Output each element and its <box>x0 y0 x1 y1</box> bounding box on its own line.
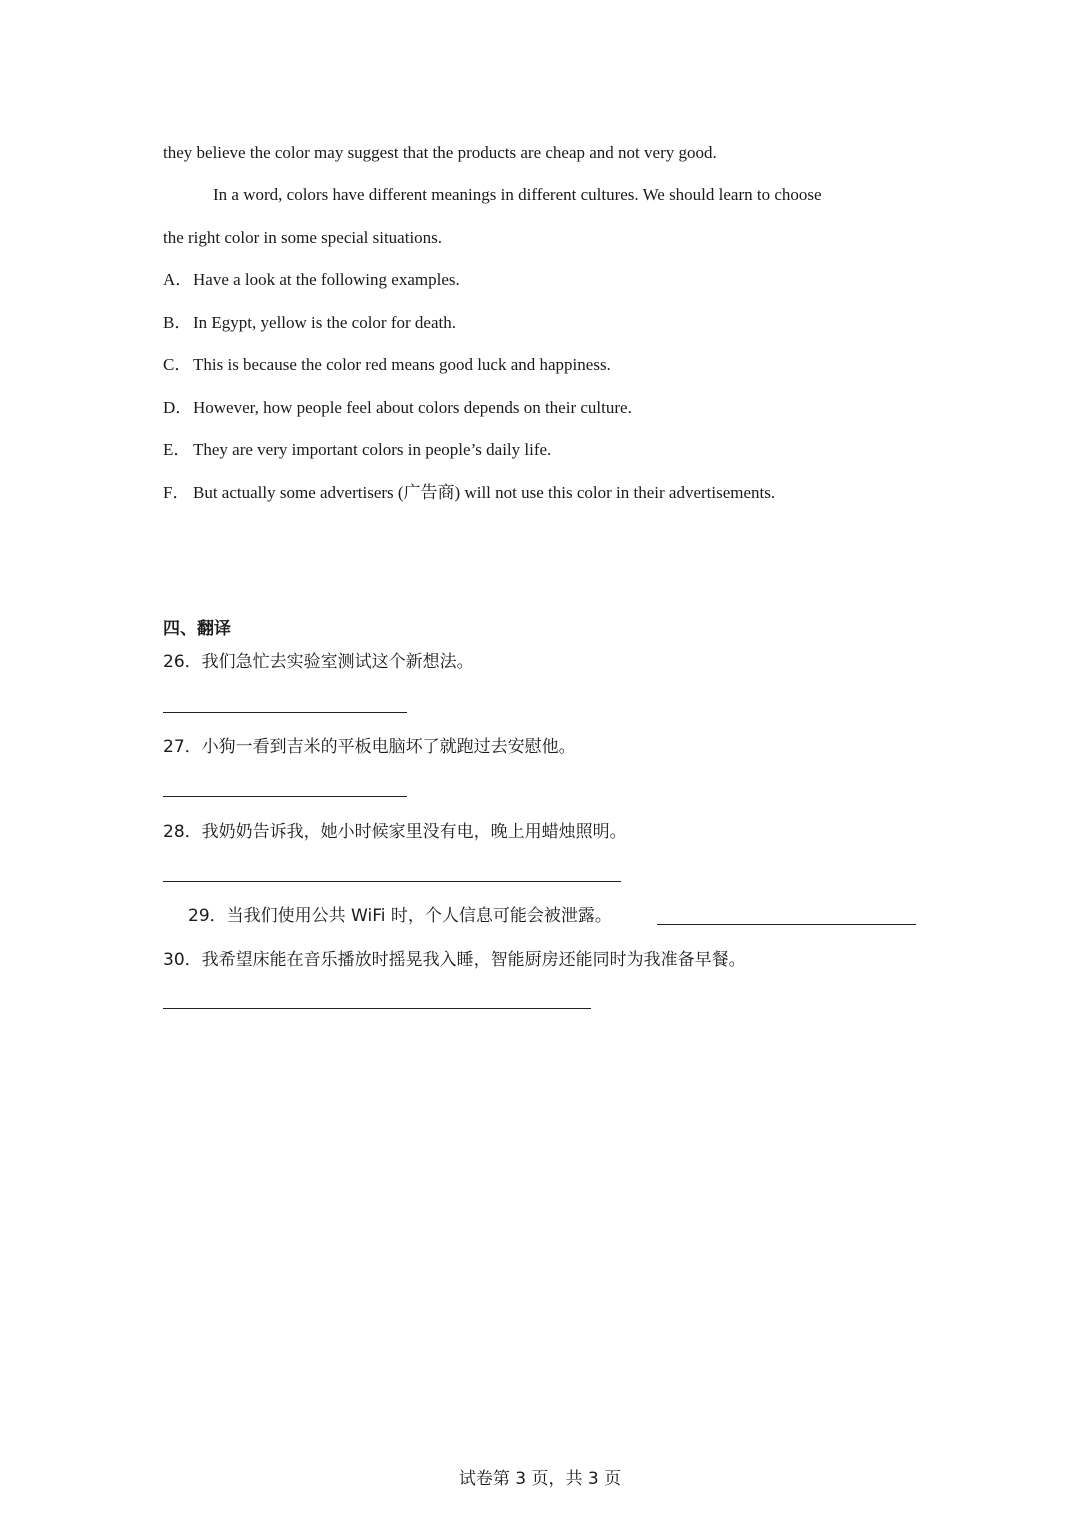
question-text: 我奶奶告诉我，她小时候家里没有电，晚上用蜡烛照明。 <box>201 822 627 842</box>
option-e <box>163 438 551 462</box>
option-letter: E． <box>163 440 191 459</box>
question-number: 28． <box>163 822 202 842</box>
answer-blank-26[interactable] <box>163 712 407 713</box>
passage-line-1: they believe the color may suggest that the products are cheap and not very good. <box>163 143 717 162</box>
option-f <box>163 481 775 505</box>
passage-line-3: the right color in some special situations. <box>163 228 443 247</box>
option-letter: C． <box>163 355 192 374</box>
option-a <box>163 268 460 292</box>
option-text: But actually some advertisers (广告商) will not use this color in their advertisements. <box>193 483 776 502</box>
question-text: 当我们使用公共 WiFi 时，个人信息可能会被泄露。 <box>226 906 612 926</box>
question-text: 小狗一看到吉米的平板电脑坏了就跑过去安慰他。 <box>201 737 576 757</box>
question-number: 26． <box>163 652 202 672</box>
option-b <box>163 311 456 335</box>
answer-blank-29[interactable] <box>657 924 916 925</box>
page-footer: 试卷第 3 页，共 3 页 <box>458 1469 622 1489</box>
question-number: 29． <box>188 906 227 926</box>
answer-blank-28[interactable] <box>163 881 621 882</box>
question-26 <box>163 650 474 674</box>
option-text: In Egypt, yellow is the color for death. <box>193 313 456 332</box>
option-letter: D． <box>163 398 193 417</box>
question-28 <box>163 820 627 844</box>
question-number: 27． <box>163 737 202 757</box>
option-text: This is because the color red means good luck and happiness. <box>193 355 611 374</box>
option-c <box>163 353 611 377</box>
option-letter: A． <box>163 270 193 289</box>
option-letter: B． <box>163 313 192 332</box>
section-heading: 四、翻译 <box>163 619 231 639</box>
question-29 <box>188 904 612 928</box>
option-text: However, how people feel about colors depends on their culture. <box>193 398 632 417</box>
question-27 <box>163 735 576 759</box>
question-number: 30． <box>163 950 202 970</box>
option-letter: F． <box>163 483 190 502</box>
option-text: Have a look at the following examples. <box>193 270 460 289</box>
option-text: They are very important colors in people’s daily life. <box>193 440 552 459</box>
answer-blank-27[interactable] <box>163 796 407 797</box>
question-text: 我们急忙去实验室测试这个新想法。 <box>201 652 474 672</box>
passage-line-2: In a word, colors have different meanings in different cultures. We should learn to choose <box>213 185 822 204</box>
question-30 <box>163 948 746 972</box>
option-d <box>163 396 632 420</box>
question-text: 我希望床能在音乐播放时摇晃我入睡，智能厨房还能同时为我准备早餐。 <box>201 950 746 970</box>
answer-blank-30[interactable] <box>163 1008 591 1009</box>
